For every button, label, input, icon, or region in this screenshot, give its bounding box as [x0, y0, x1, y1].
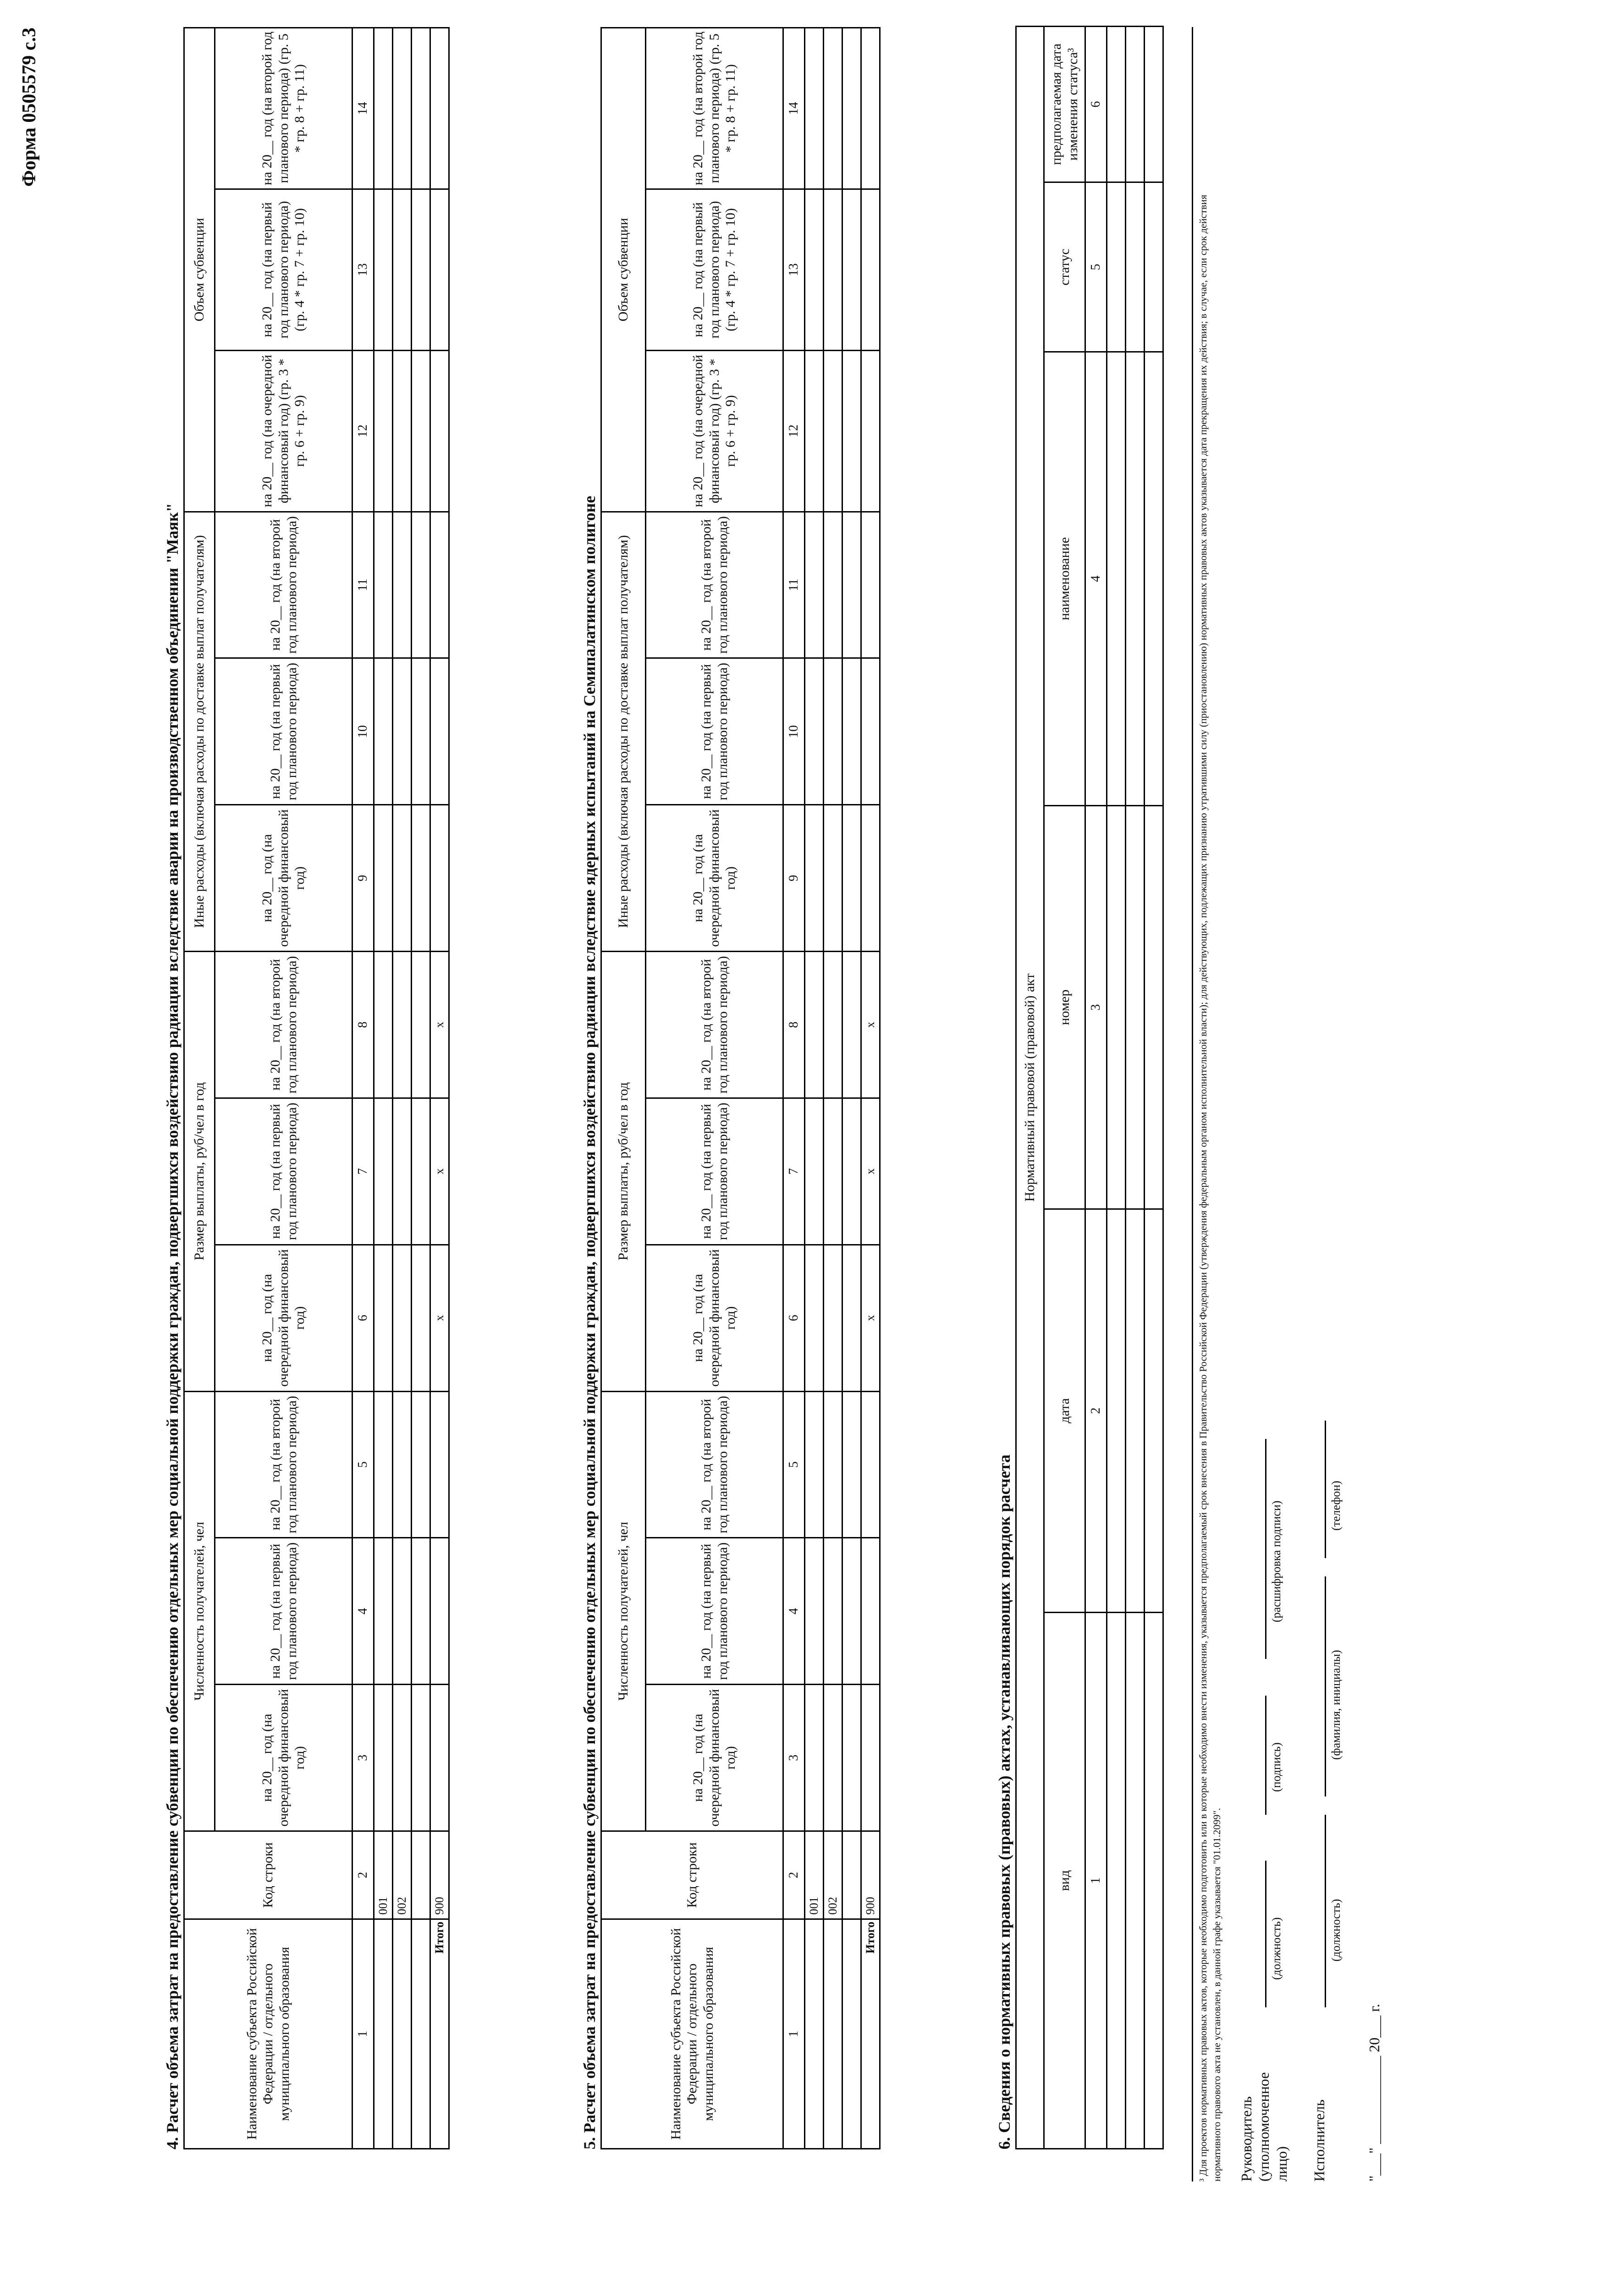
row-code: 900: [861, 1831, 880, 1919]
header-year-2: на 20__ год (на первый год планового периода): [646, 1098, 783, 1245]
decoding-line: [1265, 1439, 1266, 1659]
total-label: Итого: [861, 1919, 880, 2149]
table-row: [412, 28, 430, 2149]
section5-table: [600, 27, 881, 2149]
form-code: Форма 0505579 с.3: [19, 28, 40, 187]
col-number: 14: [352, 28, 374, 189]
col-number: 3: [1085, 806, 1107, 1209]
signature-caption: (подпись): [1270, 1742, 1283, 1792]
col-number: 7: [352, 1098, 374, 1245]
col-number: 1: [1085, 1613, 1107, 2149]
header-subvention-2: на 20__ год (на первый год планового периода) (гр. 4 * гр. 7 + гр. 10): [215, 189, 352, 350]
cross-mark: x: [430, 1098, 449, 1245]
name-caption: (фамилия, инициалы): [1329, 1650, 1343, 1760]
col-number: 5: [1085, 182, 1107, 352]
col-number: 8: [352, 952, 374, 1098]
table-row: [1126, 26, 1145, 2149]
col-number: 4: [1085, 352, 1107, 806]
col-number: 6: [1085, 26, 1107, 182]
cross-mark: x: [861, 1245, 880, 1391]
table-row: [1107, 26, 1126, 2149]
table-row: [842, 28, 861, 2149]
header-name: Наименование субъекта Российской Федерации / отдельного муниципального образования: [184, 1919, 352, 2149]
header-year-1: на 20__ год (на очередной финансовый год): [646, 1685, 783, 1831]
header-year-1: на 20__ год (на очередной финансовый год): [646, 1245, 783, 1391]
header-year-1: на 20__ год (на очередной финансовый год): [215, 1245, 352, 1391]
footnote: ³ Для проектов нормативных правовых актов, которые необходимо подготовить или в которые необходимо внести изменения, указывается предполагаемый срок внесения в Правительство Российской Федерации (утверждения федеральным органом исполнительной власти); для действующих, подлежащих признанию утратившими силу (приостановлению) нормативных правовых актов указывается дата прекращения их действия; в случае, если срок действия нормативного правового акта не установлен, в данной графе указывается "01.01.2099".: [1197, 194, 1222, 2182]
col-number: 10: [783, 658, 805, 805]
executor-position-line: [1325, 1815, 1326, 2007]
executor-label: Исполнитель: [1311, 2099, 1327, 2182]
date-line: "___" ____________ 20___ г.: [1366, 2004, 1382, 2182]
header-subvention-2: на 20__ год (на первый год планового периода) (гр. 4 * гр. 7 + гр. 10): [646, 189, 783, 350]
header-other-expenses: Иные расходы (включая расходы по доставке выплат получателям): [184, 512, 215, 951]
header-date: дата: [1044, 1209, 1085, 1613]
table-row: [805, 28, 824, 2149]
section5-title: 5. Расчет объема затрат на предоставление субвенции по обеспечению отдельных мер социальной поддержки граждан, подвергшихся воздействию радиации вследствие ядерных испытаний на Семипалатинском полигоне: [580, 496, 599, 2149]
col-number: 6: [352, 1245, 374, 1391]
header-status: статус: [1044, 182, 1085, 352]
header-year-3: на 20__ год (на второй год планового периода): [646, 512, 783, 658]
header-year-2: на 20__ год (на первый год планового периода): [215, 1538, 352, 1685]
header-year-3: на 20__ год (на второй год планового периода): [646, 952, 783, 1098]
header-legal-act: Нормативный правовой (правовой) акт: [1016, 26, 1044, 2149]
position-line: [1265, 1861, 1266, 2007]
header-year-2: на 20__ год (на первый год планового периода): [646, 1538, 783, 1685]
section6-table: [1015, 26, 1164, 2149]
header-title: наименование: [1044, 352, 1085, 806]
header-subvention-1: на 20__ год (на очередной финансовый год) (гр. 3 * гр. 6 + гр. 9): [646, 350, 783, 512]
header-name: Наименование субъекта Российской Федерации / отдельного муниципального образования: [601, 1919, 783, 2149]
col-number: 11: [783, 512, 805, 658]
cross-mark: x: [861, 952, 880, 1098]
position-caption: (должность): [1270, 1917, 1283, 1980]
header-number: номер: [1044, 806, 1085, 1209]
row-code: 001: [374, 1831, 393, 1919]
col-number: 3: [783, 1685, 805, 1831]
row-code: 002: [393, 1831, 412, 1919]
row-code: 001: [805, 1831, 824, 1919]
header-year-1: на 20__ год (на очередной финансовый год): [215, 805, 352, 952]
col-number: 10: [352, 658, 374, 805]
cross-mark: x: [861, 1098, 880, 1245]
header-subvention-1: на 20__ год (на очередной финансовый год) (гр. 3 * гр. 6 + гр. 9): [215, 350, 352, 512]
cross-mark: x: [430, 952, 449, 1098]
header-year-2: на 20__ год (на первый год планового периода): [215, 1098, 352, 1245]
col-number: 5: [783, 1391, 805, 1538]
col-number: 4: [352, 1538, 374, 1685]
table-row: [824, 28, 842, 2149]
header-recipients: Численность получателей, чел: [184, 1391, 215, 1831]
total-row: [430, 28, 449, 2149]
header-year-2: на 20__ год (на первый год планового периода): [646, 658, 783, 805]
col-number: 2: [783, 1831, 805, 1919]
signature-line: [1265, 1696, 1266, 1815]
total-label: Итого: [430, 1919, 449, 2149]
total-row: [861, 28, 880, 2149]
header-year-3: на 20__ год (на второй год планового периода): [215, 512, 352, 658]
table-row: [1145, 26, 1163, 2149]
cross-mark: x: [430, 1245, 449, 1391]
header-code: Код строки: [184, 1831, 352, 1919]
col-number: 1: [352, 1919, 374, 2149]
col-number: 8: [783, 952, 805, 1098]
header-subvention-3: на 20__ год (на второй год планового периода) (гр. 5 * гр. 8 + гр. 11): [215, 28, 352, 189]
header-subvention: Объем субвенции: [184, 28, 215, 512]
header-subvention: Объем субвенции: [601, 28, 646, 512]
header-status-date: предполагаемая дата изменения статуса³: [1044, 26, 1085, 182]
col-number: 9: [352, 805, 374, 952]
col-number: 3: [352, 1685, 374, 1831]
header-year-2: на 20__ год (на первый год планового периода): [215, 658, 352, 805]
row-code: 002: [824, 1831, 842, 1919]
header-year-3: на 20__ год (на второй год планового периода): [646, 1391, 783, 1538]
phone-caption: (телефон): [1329, 1481, 1343, 1531]
header-payment: Размер выплаты, руб/чел в год: [601, 952, 646, 1392]
section4-table: [183, 27, 450, 2149]
col-number: 9: [783, 805, 805, 952]
table-row: [393, 28, 412, 2149]
col-number: 13: [783, 189, 805, 350]
col-number: 5: [352, 1391, 374, 1538]
section4-title: 4. Расчет объема затрат на предоставление субвенции по обеспечению отдельных мер социальной поддержки граждан, подвергшихся воздействию радиации вследствие аварии на производственном объединении "Маяк": [163, 503, 182, 2149]
header-payment: Размер выплаты, руб/чел в год: [184, 952, 215, 1392]
col-number: 11: [352, 512, 374, 658]
col-number: 2: [1085, 1209, 1107, 1613]
col-number: 12: [783, 350, 805, 512]
row-code: 900: [430, 1831, 449, 1919]
phone-line: [1325, 1421, 1326, 1558]
header-code: Код строки: [601, 1831, 783, 1919]
head-label: Руководитель (уполномоченное лицо): [1238, 2072, 1290, 2182]
section6-title: 6. Сведения о нормативных правовых (правовых) актах, устанавливающих порядок расчета: [995, 1454, 1013, 2149]
name-line: [1325, 1576, 1326, 1796]
col-number: 14: [783, 28, 805, 189]
header-other-expenses: Иные расходы (включая расходы по доставке выплат получателям): [601, 512, 646, 951]
header-year-1: на 20__ год (на очередной финансовый год): [215, 1685, 352, 1831]
col-number: 4: [783, 1538, 805, 1685]
col-number: 1: [783, 1919, 805, 2149]
header-year-1: на 20__ год (на очередной финансовый год): [646, 805, 783, 952]
header-year-3: на 20__ год (на второй год планового периода): [215, 952, 352, 1098]
header-year-3: на 20__ год (на второй год планового периода): [215, 1391, 352, 1538]
header-subvention-3: на 20__ год (на второй год планового периода) (гр. 5 * гр. 8 + гр. 11): [646, 28, 783, 189]
col-number: 12: [352, 350, 374, 512]
executor-position-caption: (должность): [1329, 1899, 1343, 1961]
col-number: 2: [352, 1831, 374, 1919]
table-row: [374, 28, 393, 2149]
footnote-separator: [1192, 27, 1193, 2182]
col-number: 7: [783, 1098, 805, 1245]
decoding-caption: (расшифровка подписи): [1270, 1500, 1283, 1622]
header-kind: вид: [1044, 1613, 1085, 2149]
col-number: 6: [783, 1245, 805, 1391]
header-recipients: Численность получателей, чел: [601, 1391, 646, 1831]
col-number: 13: [352, 189, 374, 350]
